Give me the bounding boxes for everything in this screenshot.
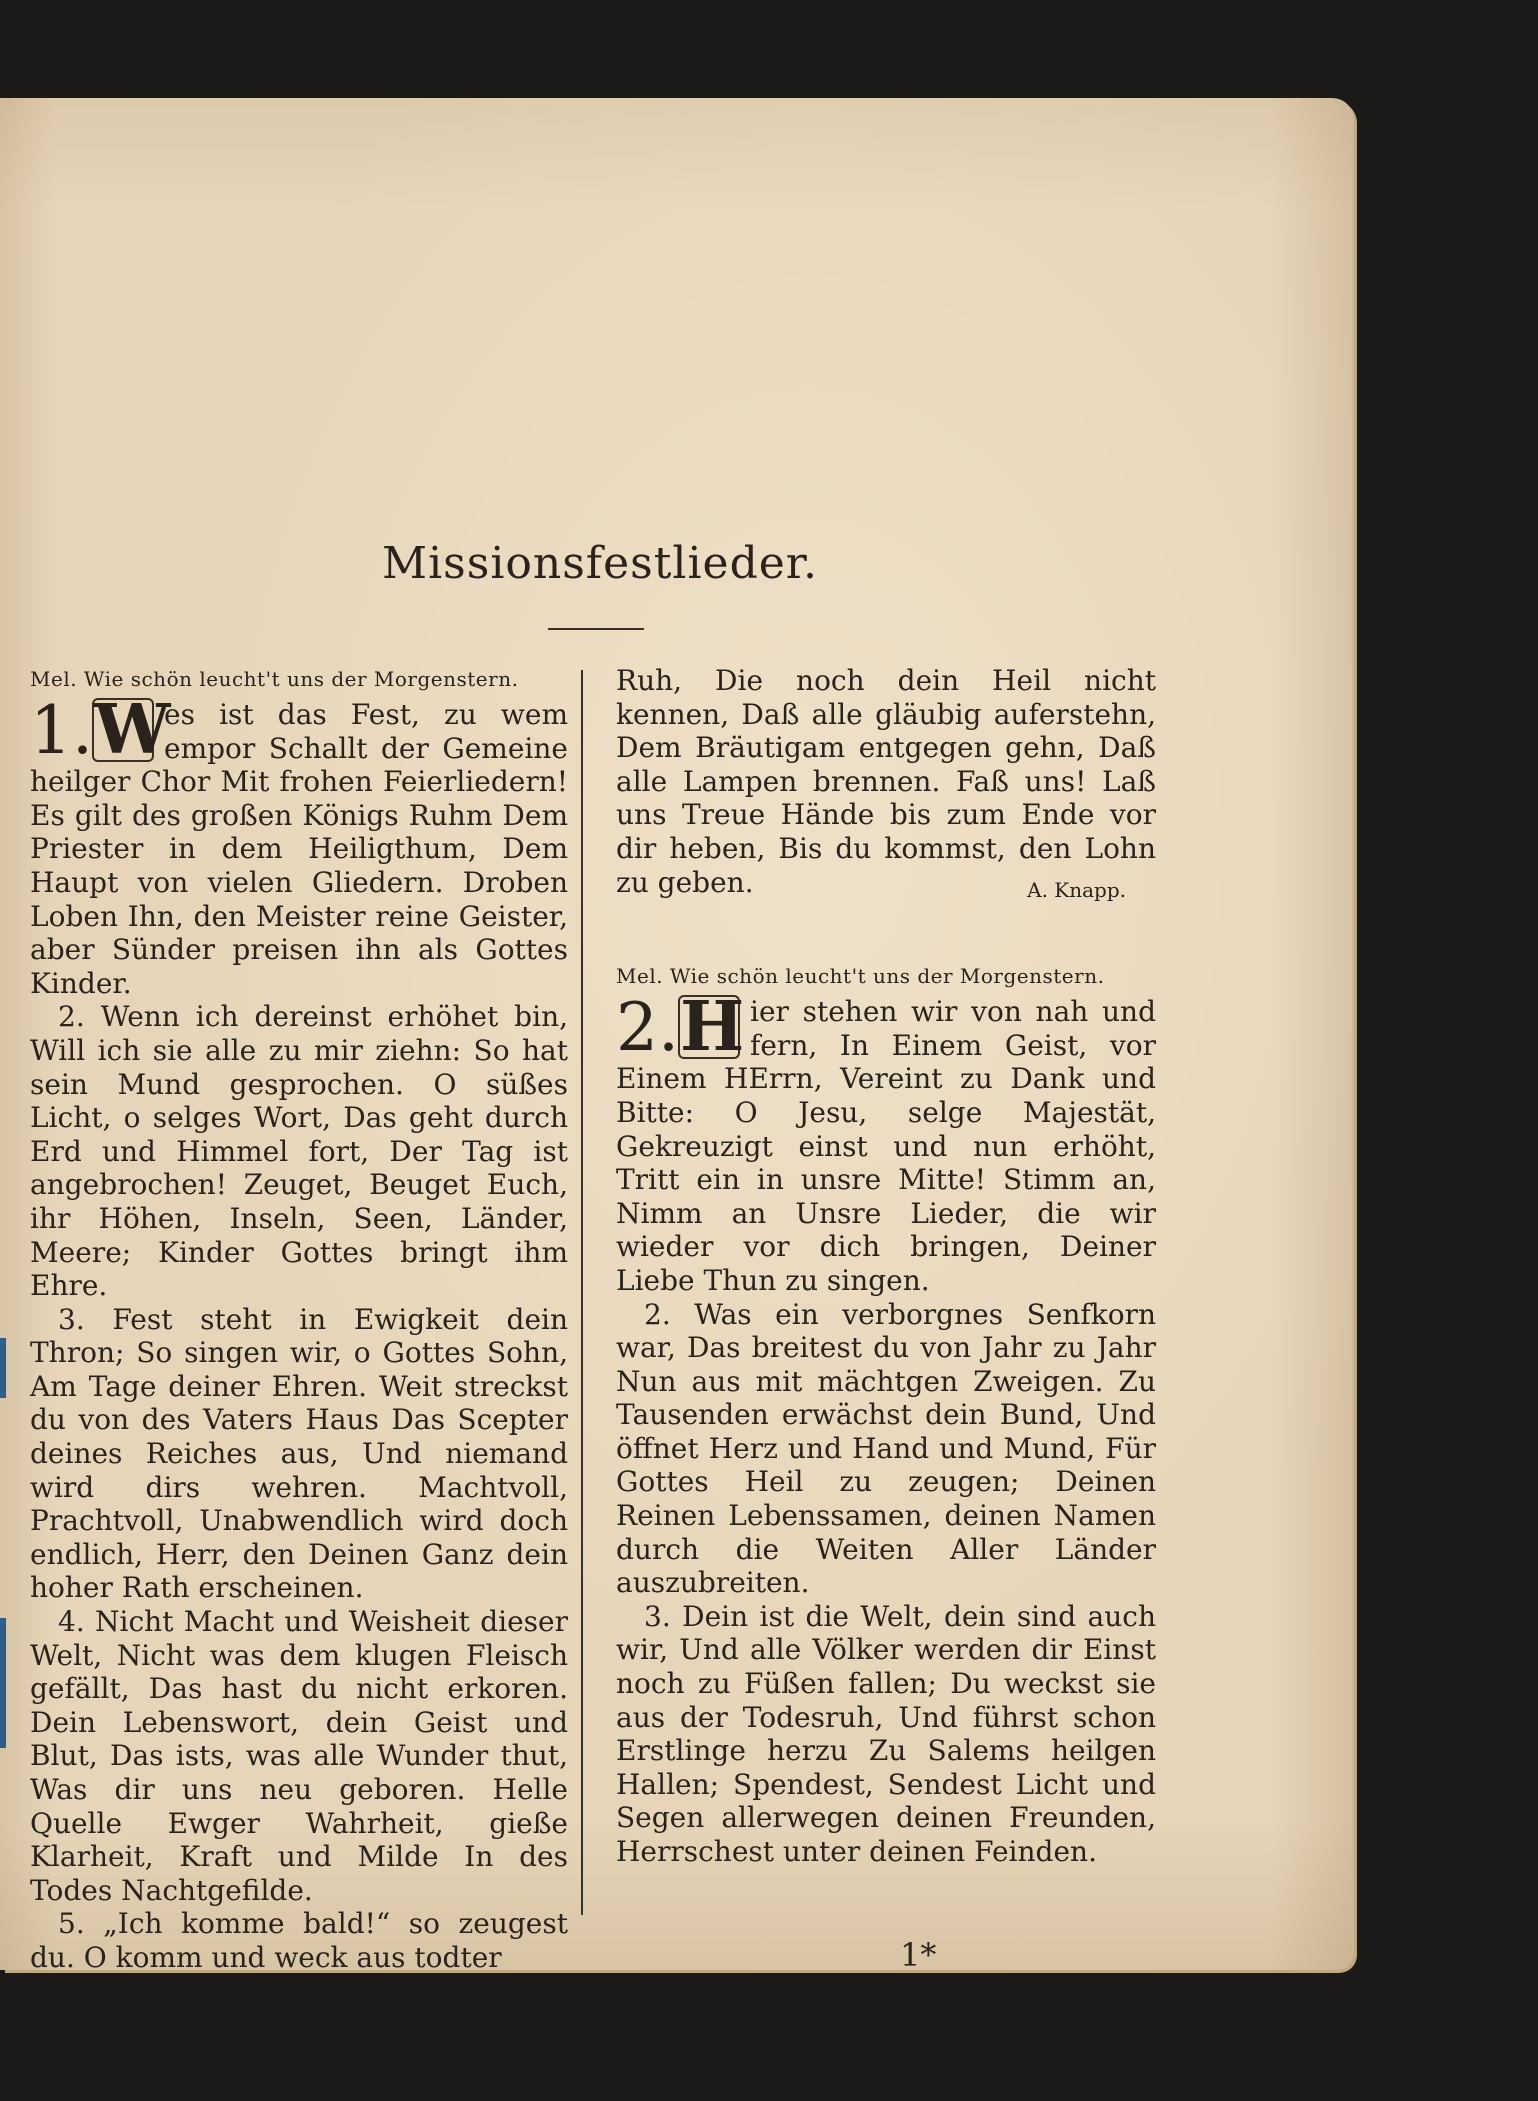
verse: 3. Fest steht in Ewigkeit dein Thron; So singen wir, o Gottes Sohn, Am Tage deiner Ehren. Weit streckst du von des Vaters Haus Das Scepter deines Reiches aus, Und niemand wird dirs wehren. Machtvoll, Prachtvoll, Unabwendlich wird doch endlich, Herr, den Deinen Ganz dein hoher Rath erscheinen. <box>30 1302 568 1605</box>
decorated-initial: W <box>94 690 171 770</box>
author-credit: A. Knapp. <box>1027 878 1126 903</box>
page-number: 1* <box>900 1936 937 1974</box>
left-column <box>30 664 568 1975</box>
verse: 3. Dein ist die Welt, dein sind auch wir, Und alle Völker werden dir Einst noch zu Füßen fallen; Du weckst sie aus der Todesruh, Und führst schon Erstlinge herzu Zu Salems heilgen Hallen; Spendest, Sendest Licht und Segen allerwegen deinen Freunden, Herrschest unter deinen Feinden. <box>616 1599 1156 1868</box>
melody-line: Mel. Wie schön leucht't uns der Morgenstern. <box>30 667 519 691</box>
verse <box>616 987 1156 1297</box>
verse: 5. „Ich komme bald!“ so zeugest du. O komm und weck aus todter <box>30 1907 568 1974</box>
binding-mark <box>0 1618 6 1748</box>
melody-line: Mel. Wie schön leucht't uns der Morgenstern. <box>616 964 1105 989</box>
verse-text: ier stehen wir von nah und fern, In Einem Geist, vor Einem HErrn, Vereint zu Dank und Bitte: O Jesu, selge Majestät, Gekreuzigt einst und nun erhöht, Tritt ein in unsre Mitte! Stimm an, Nimm an Unsre Lieder, die wir wieder vor dich bringen, Deiner Liebe Thun zu singen. <box>616 995 1156 1297</box>
right-column <box>616 664 1156 1869</box>
song-number: 1. <box>30 692 93 769</box>
verse-text: es ist das Fest, zu wem empor Schallt der Gemeine heilger Chor Mit frohen Feierliedern! Es gilt des großen Königs Ruhm Dem Priester in dem Heiligthum, Dem Haupt von vielen Gliedern. Droben Loben Ihn, den Meister reine Geister, aber Sünder preisen ihn als Gottes Kinder. <box>30 698 568 1000</box>
binding-mark <box>0 1338 6 1398</box>
verse: 2. Was ein verborgnes Senfkorn war, Das breitest du von Jahr zu Jahr Nun aus mit mächtgen Zweigen. Zu Tausenden erwächst dein Bund, Und öffnet Herz und Hand und Mund, Für Gottes Heil zu zeugen; Deinen Reinen Lebenssamen, deinen Namen durch die Weiten Aller Länder auszubreiten. <box>616 1297 1156 1600</box>
verse: 4. Nicht Macht und Weisheit dieser Welt, Nicht was dem klugen Fleisch gefällt, Das hast du nicht erkoren. Dein Lebenswort, dein Geist und Blut, Das ists, was alle Wunder thut, Was dir uns neu geboren. Helle Quelle Ewger Wahrheit, gieße Klarheit, Kraft und Milde In des Todes Nachtgefilde. <box>30 1605 568 1907</box>
decorated-initial: H <box>680 987 745 1068</box>
page-title: Missionsfestlieder. <box>382 538 818 589</box>
verse: 2. Wenn ich dereinst erhöhet bin, Will ich sie alle zu mir ziehn: So hat sein Mund gesprochen. O süßes Licht, o selges Wort, Das geht durch Erd und Himmel fort, Der Tag ist angebrochen! Zeuget, Beuget Euch, ihr Höhen, Inseln, Seen, Länder, Meere; Kinder Gottes bringt ihm Ehre. <box>30 1000 568 1303</box>
title-rule <box>548 628 644 630</box>
verse <box>30 690 568 1000</box>
book-page <box>0 98 1352 1974</box>
song-number: 2. <box>616 989 679 1067</box>
verse-continuation: Ruh, Die noch dein Heil nicht kennen, Daß alle gläubig auferstehn, Dem Bräutigam entgegen gehn, Daß alle Lampen brennen. Faß uns! Laß uns Treue Hände bis zum Ende vor dir heben, Bis du kommst, den Lohn zu geben. <box>616 664 1156 899</box>
column-divider <box>581 670 583 1915</box>
